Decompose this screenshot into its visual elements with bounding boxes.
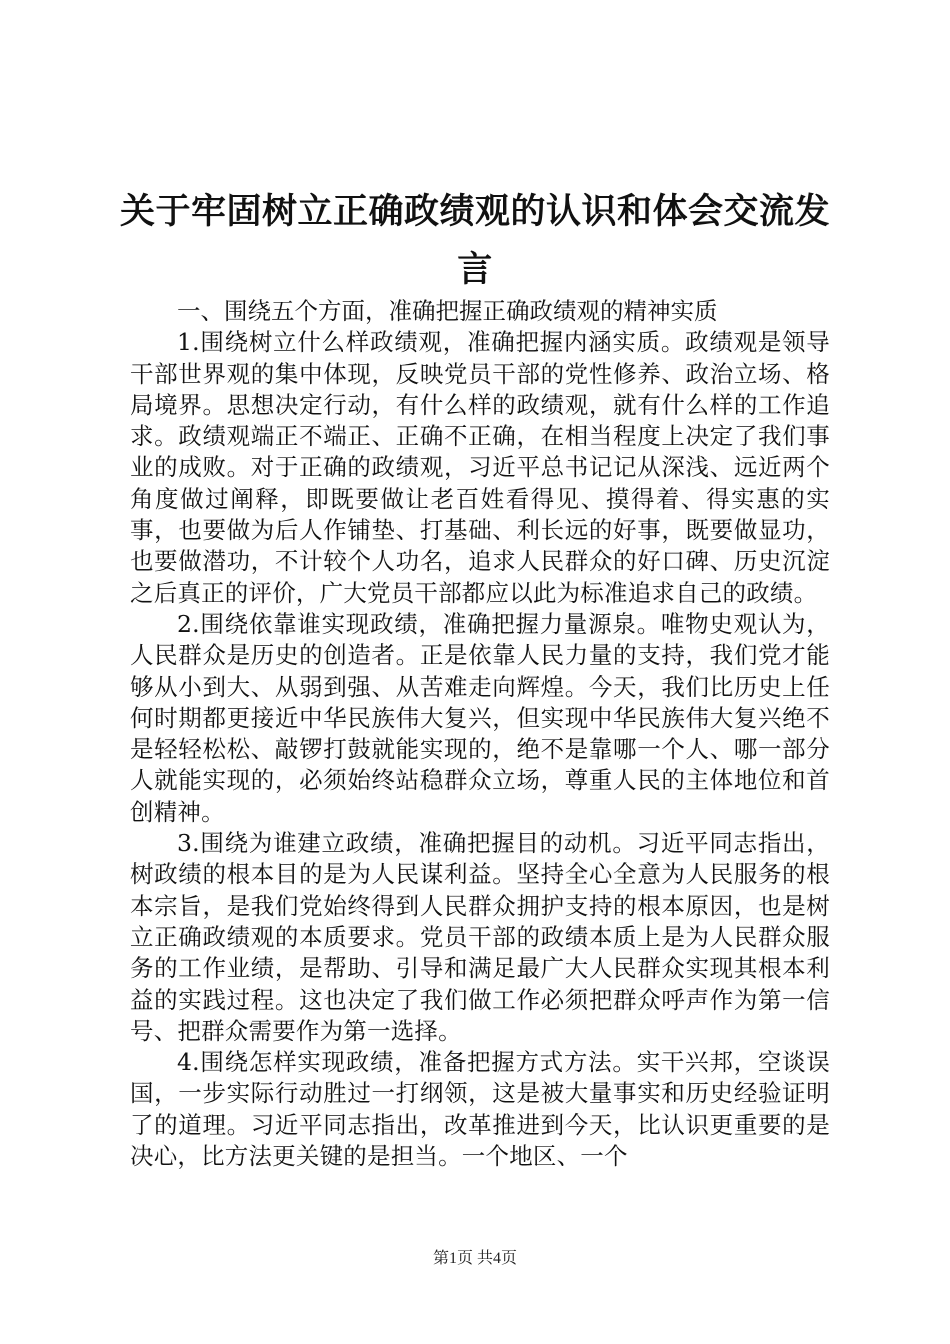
section-heading: 一、围绕五个方面，准确把握正确政绩观的精神实质 <box>177 297 718 325</box>
paragraph-2: 2.围绕依靠谁实现政绩，准确把握力量源泉。唯物史观认为，人民群众是历史的创造者。正是依靠人民力量的支持，我们党才能够从小到大、从弱到强、从苦难走向辉煌。今天，我们比历史上任何时期都更接近中华民族伟大复兴，但实现中华民族伟大复兴绝不是轻轻松松、敲锣打鼓就能实现的，绝不是靠哪一个人、哪一部分人就能实现的，必须始终站稳群众立场，尊重人民的主体地位和首创精神。 <box>130 609 830 826</box>
document-title: 关于牢固树立正确政绩观的认识和体会交流发言 <box>120 191 831 290</box>
paragraph-3: 3.围绕为谁建立政绩，准确把握目的动机。习近平同志指出，树政绩的根本目的是为人民谋利益。坚持全心全意为人民服务的根本宗旨，是我们党始终得到人民群众拥护支持的根本原因，也是树立正确政绩观的本质要求。党员干部的政绩本质上是为人民群众服务的工作业绩，是帮助、引导和满足最广大人民群众实现其根本利益的实践过程。这也决定了我们做工作必须把群众呼声作为第一信号、把群众需要作为第一选择。 <box>130 829 830 1045</box>
document-body <box>130 296 830 1172</box>
page-footer: 第1页 共4页 <box>432 1250 517 1267</box>
paragraph-1: 1.围绕树立什么样政绩观，准确把握内涵实质。政绩观是领导干部世界观的集中体现，反映党员干部的党性修养、政治立场、格局境界。思想决定行动，有什么样的政绩观，就有什么样的工作追求。政绩观端正不端正、正确不正确，在相当程度上决定了我们事业的成败。对于正确的政绩观，习近平总书记记从深浅、远近两个角度做过阐释，即既要做让老百姓看得见、摸得着、得实惠的实事，也要做为后人作铺垫、打基础、利长远的好事，既要做显功，也要做潜功，不计较个人功名，追求人民群众的好口碑、历史沉淀之后真正的评价，广大党员干部都应以此为标准追求自己的政绩。 <box>130 328 830 607</box>
paragraph-4: 4.围绕怎样实现政绩，准备把握方式方法。实干兴邦，空谈误国，一步实际行动胜过一打纲领，这是被大量事实和历史经验证明了的道理。习近平同志指出，改革推进到今天，比认识更重要的是决心，比方法更关键的是担当。一个地区、一个 <box>130 1048 830 1171</box>
